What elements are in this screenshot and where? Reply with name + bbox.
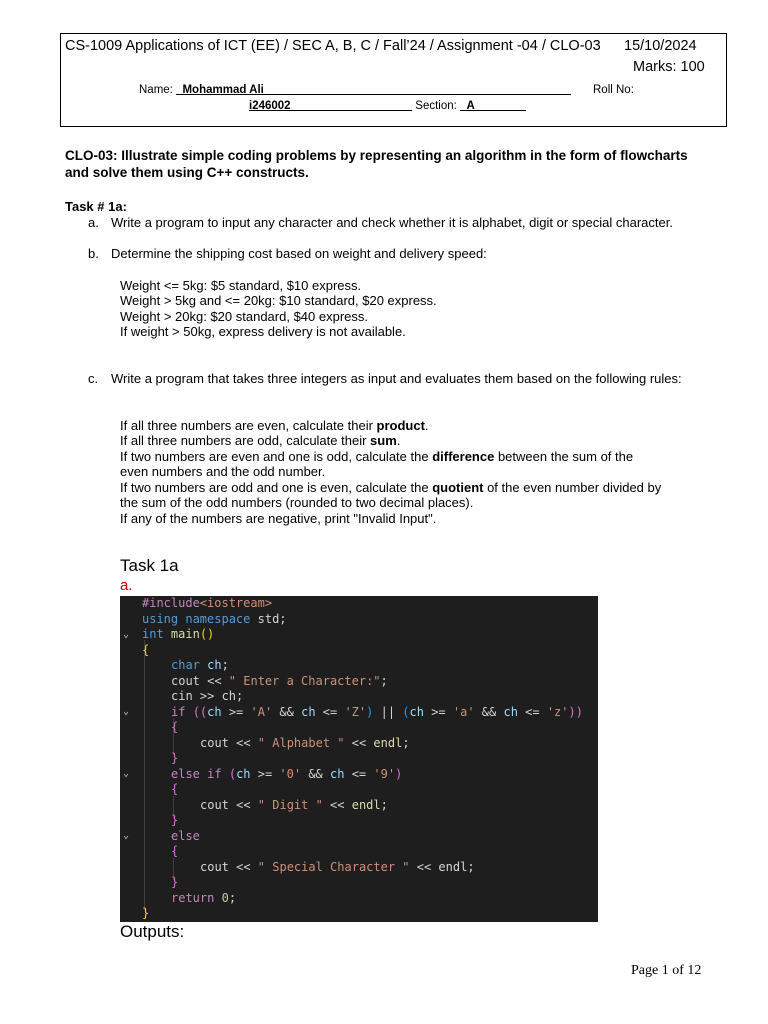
name-label: Name: bbox=[139, 84, 177, 96]
code-token: >= bbox=[250, 766, 280, 781]
section-value: _A________ bbox=[460, 100, 526, 112]
code-token: return bbox=[171, 890, 215, 905]
code-line: { bbox=[171, 720, 179, 734]
code-token: ; bbox=[221, 658, 229, 672]
code-line: } bbox=[142, 906, 150, 920]
code-token: ( bbox=[402, 704, 410, 719]
shipping-rule: If weight > 50kg, express delivery is not available. bbox=[120, 324, 406, 339]
code-token: cout << bbox=[171, 673, 229, 688]
code-token: >= bbox=[221, 704, 251, 719]
rule-quotient-cont: the sum of the odd numbers (rounded to two decimal places). bbox=[120, 495, 474, 510]
code-token: >= bbox=[423, 704, 453, 719]
name-line bbox=[139, 84, 571, 96]
rule-keyword: difference bbox=[432, 449, 495, 464]
rule-keyword: sum bbox=[370, 433, 397, 448]
code-token: " Enter a Character:" bbox=[228, 673, 381, 688]
code-token: ch bbox=[503, 704, 518, 719]
rule-text: . bbox=[424, 418, 429, 433]
code-token: <= bbox=[315, 704, 345, 719]
code-token: 'Z' bbox=[344, 704, 367, 719]
task-title: Task # 1a: bbox=[65, 199, 127, 214]
item-a-text: Write a program to input any character and check whether it is alphabet, digit or special character. bbox=[111, 215, 673, 230]
code-line bbox=[171, 705, 583, 721]
code-token: '0' bbox=[279, 766, 302, 781]
marks: Marks: 100 bbox=[633, 59, 705, 75]
code-token: ; bbox=[228, 890, 237, 905]
item-a-letter: a. bbox=[88, 215, 99, 230]
code-token: " Special Character " bbox=[257, 859, 410, 874]
name-value: _Mohammad Ali________________________________________________ bbox=[176, 84, 571, 96]
code-token: << bbox=[344, 735, 374, 750]
code-line bbox=[171, 674, 388, 690]
code-token: namespace bbox=[185, 611, 251, 626]
rule-text: . bbox=[396, 433, 401, 448]
code-token: main bbox=[170, 627, 200, 641]
roll-line bbox=[249, 100, 526, 112]
code-token: ch bbox=[409, 704, 424, 719]
clo-statement: CLO-03: Illustrate simple coding problems by representing an algorithm in the form of flowcharts and solve them using C++ constructs. bbox=[65, 148, 688, 180]
course-title: CS-1009 Applications of ICT (EE) / SEC A, B, C / Fall’24 / Assignment -04 / CLO-03 bbox=[65, 38, 601, 54]
code-token: && bbox=[301, 766, 331, 781]
code-token: cout << bbox=[200, 859, 258, 874]
code-line bbox=[200, 736, 410, 752]
shipping-rule: Weight <= 5kg: $5 standard, $10 express. bbox=[120, 278, 362, 293]
code-token: () bbox=[199, 627, 215, 641]
section-label: Section: bbox=[412, 100, 461, 112]
page-number: Page 1 of 12 bbox=[631, 963, 702, 978]
rule-text: If all three numbers are odd, calculate their bbox=[120, 433, 371, 448]
code-token: ch bbox=[236, 766, 251, 781]
code-line bbox=[171, 658, 229, 674]
code-line bbox=[200, 860, 475, 876]
code-line: { bbox=[142, 642, 150, 657]
code-token: <= bbox=[344, 766, 374, 781]
chevron-down-icon[interactable]: ⌄ bbox=[123, 830, 130, 841]
item-b-letter: b. bbox=[88, 246, 99, 261]
code-line: { bbox=[171, 844, 179, 858]
code-token: ; bbox=[380, 797, 388, 812]
code-token: && bbox=[272, 704, 302, 719]
code-token: )) bbox=[568, 704, 583, 719]
code-token: 0 bbox=[221, 890, 229, 905]
rule-difference bbox=[120, 449, 633, 465]
code-line bbox=[142, 627, 214, 643]
code-line: cin >> ch; bbox=[171, 689, 244, 703]
code-token: cout << bbox=[200, 735, 258, 750]
shipping-rule: Weight > 20kg: $20 standard, $40 express. bbox=[120, 309, 369, 324]
code-token: int bbox=[142, 627, 164, 641]
code-token: || bbox=[373, 704, 403, 719]
rule-text: If all three numbers are even, calculate their bbox=[120, 418, 377, 433]
rule-keyword: product bbox=[376, 418, 425, 433]
code-token: endl bbox=[351, 797, 381, 812]
item-c-text: Write a program that takes three integers as input and evaluates them based on the following rules: bbox=[111, 371, 682, 386]
code-token: 'a' bbox=[452, 704, 475, 719]
item-c-letter: c. bbox=[88, 371, 99, 386]
chevron-down-icon[interactable]: ⌄ bbox=[123, 629, 130, 640]
code-screenshot bbox=[120, 596, 598, 922]
code-token: (( bbox=[192, 704, 208, 719]
rule-text: If two numbers are odd and one is even, calculate the bbox=[120, 480, 433, 495]
code-token: ) bbox=[366, 704, 374, 719]
shipping-rule: Weight > 5kg and <= 20kg: $10 standard, $20 express. bbox=[120, 293, 437, 308]
code-line bbox=[142, 596, 272, 612]
code-token: if bbox=[207, 766, 222, 781]
code-line bbox=[142, 612, 287, 628]
indent-guide bbox=[144, 640, 145, 911]
code-token: ( bbox=[228, 766, 237, 781]
code-token: ch bbox=[330, 766, 345, 781]
code-line bbox=[200, 798, 388, 814]
code-line bbox=[171, 767, 402, 783]
roll-value: i246002___________________ bbox=[249, 100, 413, 112]
code-token: " Alphabet " bbox=[257, 735, 345, 750]
code-token: <iostream> bbox=[199, 596, 273, 610]
rule-quotient bbox=[120, 480, 661, 496]
outputs-label: Outputs: bbox=[120, 922, 185, 941]
code-line: { bbox=[171, 782, 179, 796]
rule-invalid: If any of the numbers are negative, print "Invalid Input". bbox=[120, 511, 437, 526]
code-line: else bbox=[171, 828, 200, 843]
rule-sum bbox=[120, 433, 400, 449]
code-line bbox=[171, 891, 236, 907]
code-token: <= bbox=[517, 704, 547, 719]
code-line: } bbox=[171, 875, 179, 889]
code-token: ch bbox=[301, 704, 316, 719]
section-title: Task 1a bbox=[120, 556, 179, 575]
code-token: && bbox=[474, 704, 504, 719]
code-token: '9' bbox=[373, 766, 396, 781]
code-token: #include bbox=[142, 596, 200, 610]
item-b-text: Determine the shipping cost based on weight and delivery speed: bbox=[111, 246, 487, 261]
code-token: " Digit " bbox=[257, 797, 323, 812]
code-token: ) bbox=[395, 766, 403, 781]
code-token: << bbox=[322, 797, 352, 812]
code-token: else bbox=[171, 766, 200, 781]
section-letter: a. bbox=[120, 577, 133, 594]
assignment-date: 15/10/2024 bbox=[624, 38, 697, 54]
rule-text: between the sum of the bbox=[494, 449, 634, 464]
code-token: if bbox=[171, 704, 186, 719]
code-line: } bbox=[171, 813, 179, 827]
code-token: char bbox=[171, 658, 200, 672]
code-token: std; bbox=[250, 611, 287, 626]
code-line: } bbox=[171, 751, 179, 765]
rule-keyword: quotient bbox=[432, 480, 484, 495]
rule-difference-cont: even numbers and the odd number. bbox=[120, 464, 326, 479]
code-token: ; bbox=[380, 673, 388, 688]
roll-label: Roll No: bbox=[593, 84, 634, 96]
code-token: ch bbox=[207, 704, 222, 719]
code-token: << endl; bbox=[409, 859, 475, 874]
chevron-down-icon[interactable]: ⌄ bbox=[123, 706, 130, 717]
code-token: 'A' bbox=[250, 704, 273, 719]
rule-text: of the even number divided by bbox=[483, 480, 662, 495]
rule-product bbox=[120, 418, 429, 434]
code-token: endl bbox=[373, 735, 403, 750]
code-token: ch bbox=[207, 658, 222, 672]
chevron-down-icon[interactable]: ⌄ bbox=[123, 768, 130, 779]
code-token: 'z' bbox=[546, 704, 569, 719]
code-token: cout << bbox=[200, 797, 258, 812]
rule-text: If two numbers are even and one is odd, calculate the bbox=[120, 449, 433, 464]
code-token: ; bbox=[402, 735, 410, 750]
code-token: using bbox=[142, 611, 179, 626]
